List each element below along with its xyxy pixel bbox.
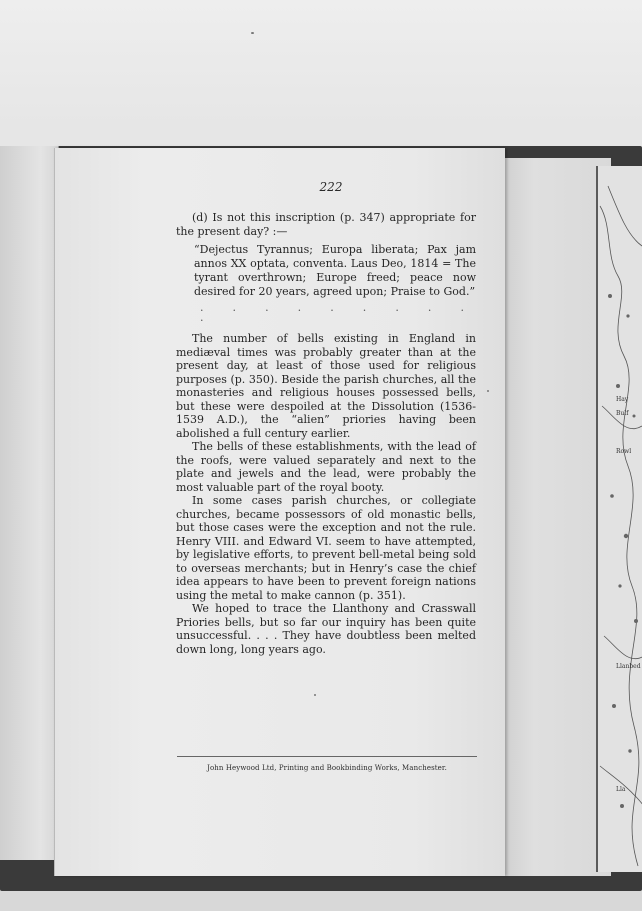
body-paragraph: We hoped to trace the Llanthony and Crasswall Priories bells, but so far our inquiry has been quite unsuccessful. . . . They have doubtless been melted down long, long years ago. [176, 602, 476, 656]
right-flyleaf [500, 158, 611, 876]
intro-paragraph: (d) Is not this inscription (p. 347) appropriate for the present day? :— [176, 211, 476, 238]
map-drawing [598, 166, 642, 872]
inscription-quote: “Dejectus Tyrannus; Europa liberata; Pax jam annos XX optata, conventa. Laus Deo, 1814 = The tyrant overthrown; Europe freed; peace now desired for 20 years, agreed upon; Praise to God.” [194, 243, 476, 298]
map-label: Bulf [616, 410, 629, 417]
left-page-edge [0, 146, 59, 860]
map-label: Llanbed [616, 663, 641, 670]
body-paragraph: The number of bells existing in England in mediæval times was probably greater than at the present day, at least of those used for religious purposes (p. 350). Beside the parish churches, all the monasteries and religious houses possessed bells, but these were despoiled at the Dissolution (1536-1539 A.D.), the “alien” priories having been abolished a full century earlier. [176, 332, 476, 440]
dust-speck [251, 32, 254, 34]
map-label: Rowl [616, 448, 632, 455]
map-page-fragment [596, 166, 642, 872]
body-paragraph: In some cases parish churches, or collegiate churches, became possessors of old monastic bells, but those cases were the exception and not the rule. Henry VIII. and Edward VI. seem to have attempted, by legislative efforts, to prevent bell-metal being sold to overseas merchants; but in Henry’s case the chief idea appears to have been to prevent foreign nations using the metal to make cannon (p. 351). [176, 494, 476, 602]
page-number: 222 [319, 180, 343, 194]
map-label: Lla [616, 786, 626, 793]
footer-rule [177, 756, 477, 757]
dust-speck [314, 694, 316, 696]
body-paragraph: The bells of these establishments, with the lead of the roofs, were valued separately and next to the plate and jewels and the lead, were probably the most valuable part of the royal booty. [176, 440, 476, 494]
map-label: Hay [616, 396, 629, 403]
dust-speck [487, 390, 489, 392]
printer-imprint: John Heywood Ltd, Printing and Bookbinding Works, Manchester. [207, 764, 447, 772]
page-text [176, 211, 476, 656]
ellipsis-row: . . . . . . . . . . [200, 301, 476, 324]
